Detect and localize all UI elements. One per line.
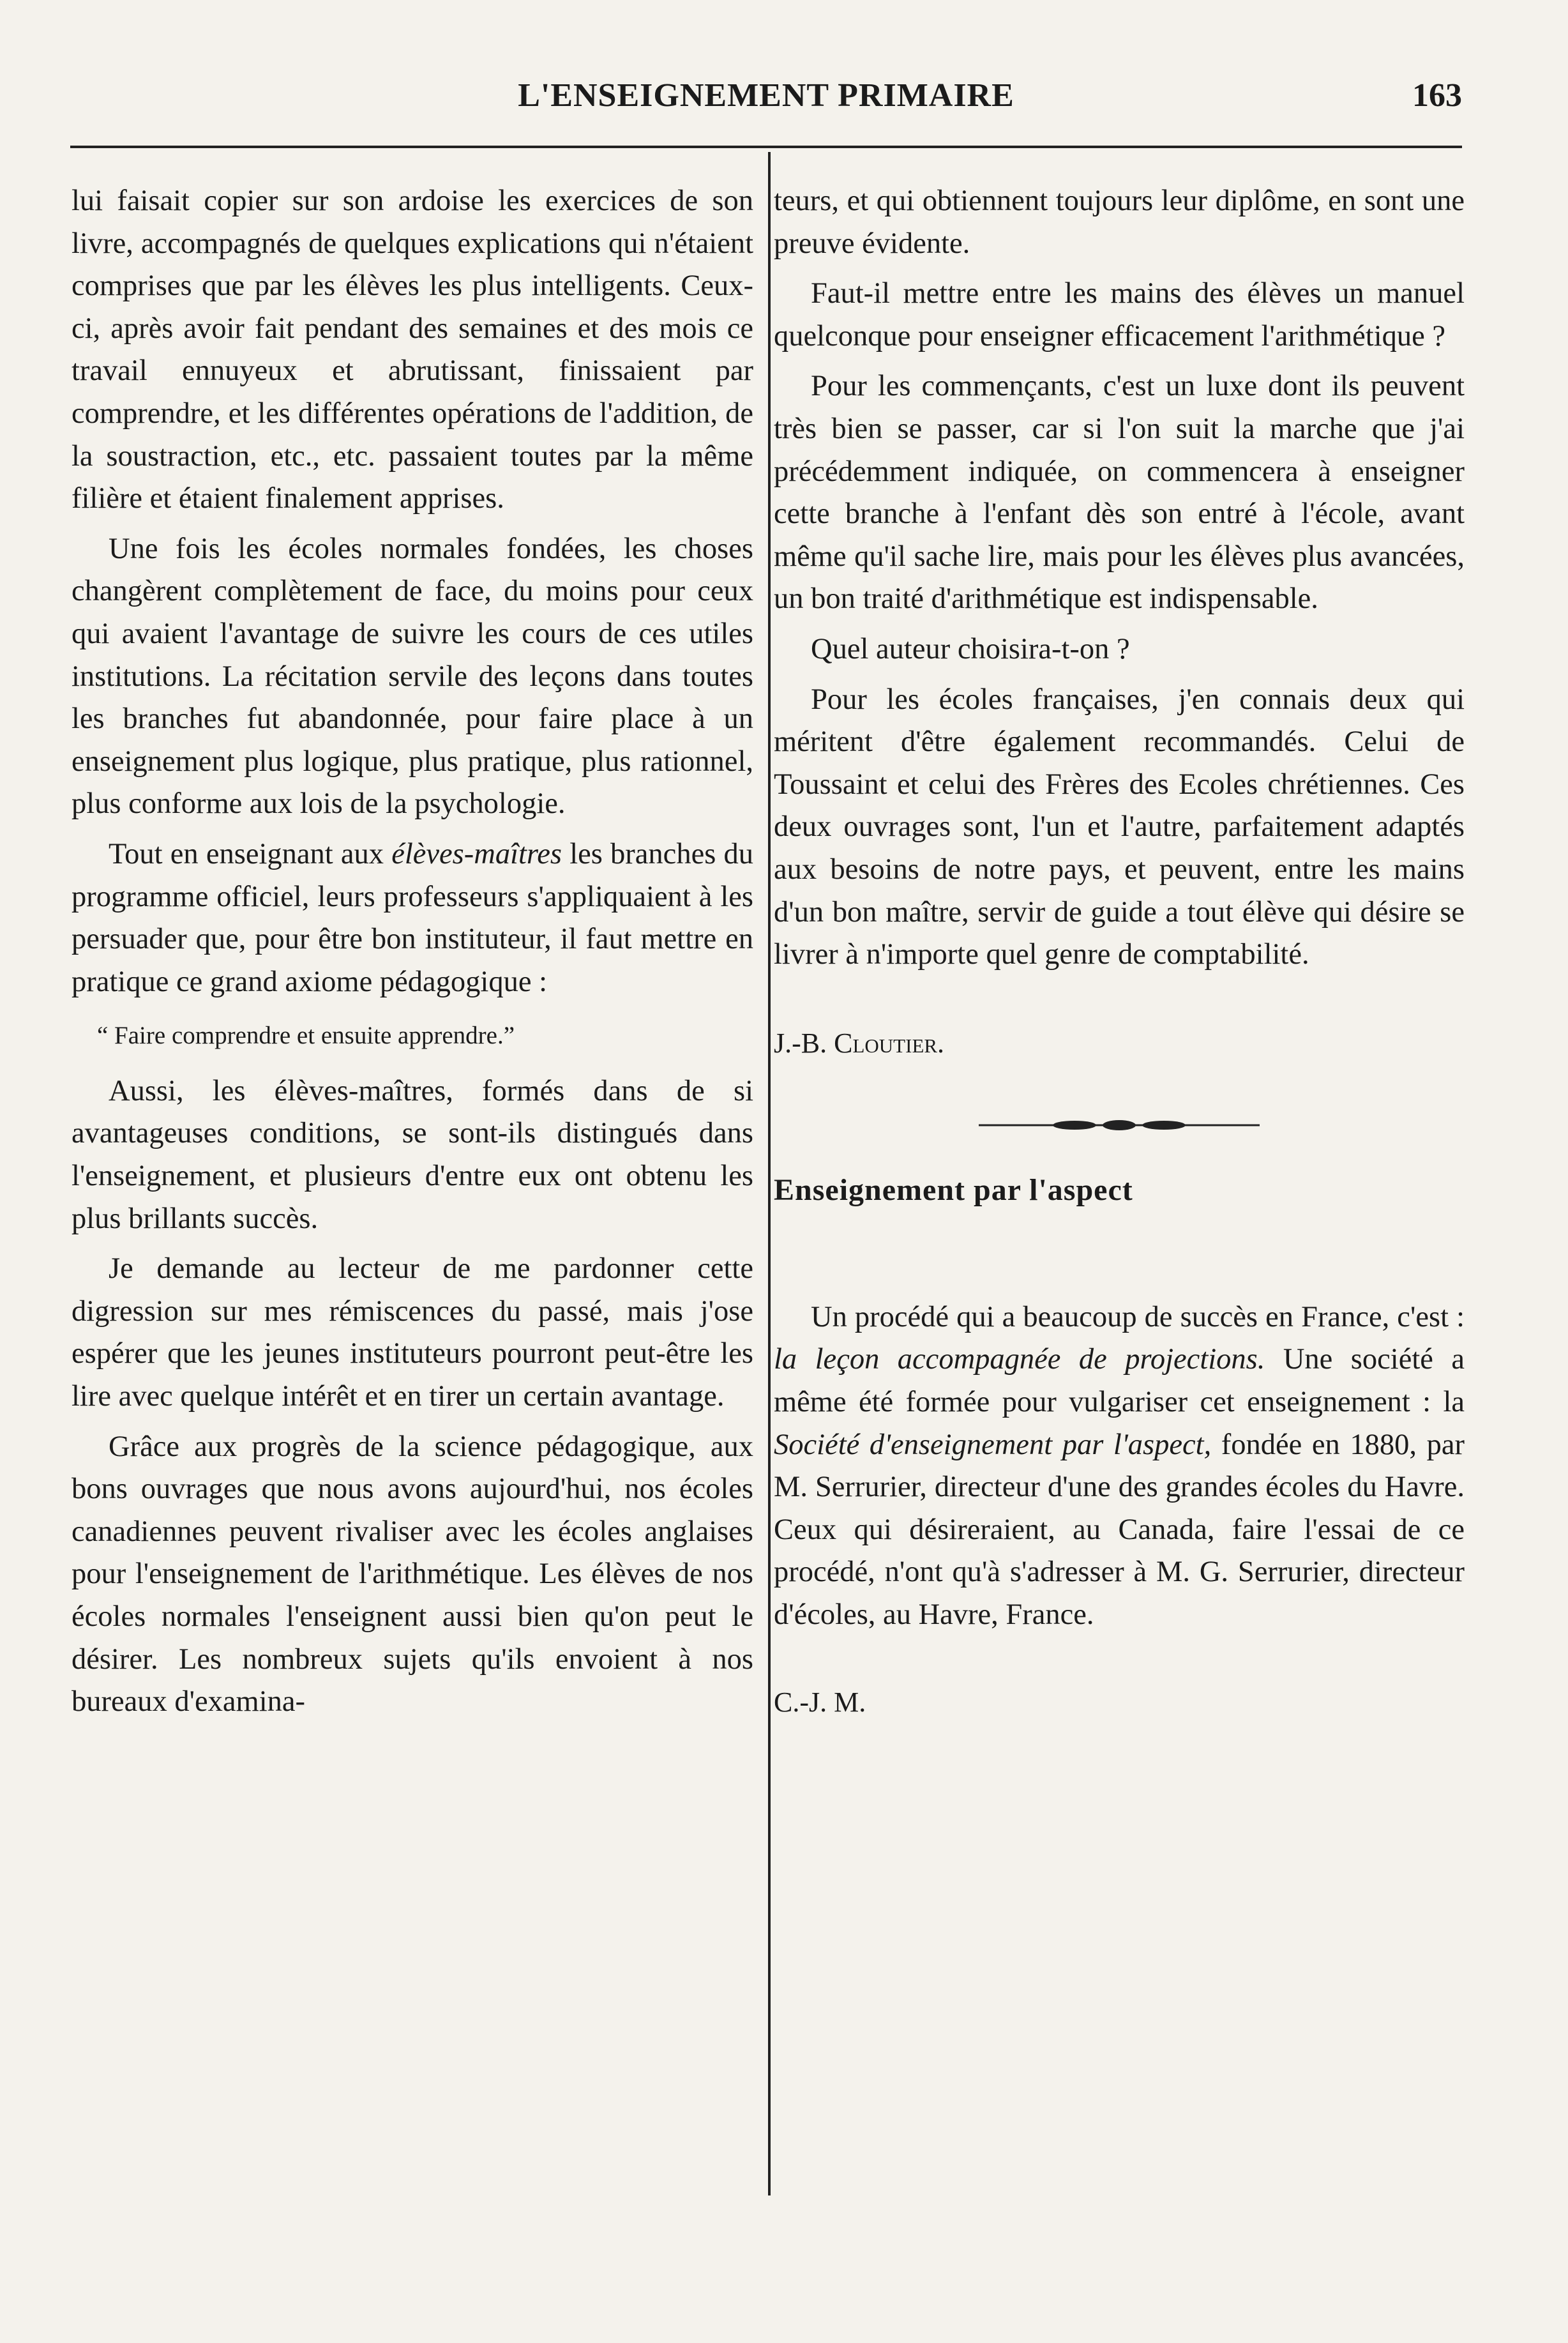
text-run: Tout en enseignant aux bbox=[109, 837, 392, 870]
text-run: fondée en 1880, par M. Serrurier, directeur d'une des grandes écoles du Havre. Ceux qui désireraient, au Canada, faire l'essai de ce procédé, n'ont qu'à s'adresser à M. G. Serrurier, directeur d'écoles, au Havre, France. bbox=[774, 1428, 1465, 1632]
axiom-quote: “ Faire comprendre et ensuite apprendre.” bbox=[97, 1022, 515, 1050]
page-header bbox=[70, 77, 1462, 128]
paragraph: Aussi, les élèves-maîtres, formés dans de si avantageuses conditions, se sont-ils distingués dans l'enseignement, et plusieurs d'entre eux ont obtenu les plus brillants succès. bbox=[72, 1074, 753, 1235]
paragraph: Grâce aux progrès de la science pédagogique, aux bons ouvrages que nous avons aujourd'hui, nos écoles canadiennes peuvent rivaliser avec les écoles anglaises pour l'enseignement de l'arithmétique. Les élèves de nos écoles normales l'enseignent aussi bien qu'on peut le désirer. Les nombreux sujets qu'ils envoient à nos bureaux d'examina- bbox=[72, 1430, 753, 1718]
paragraph: Quel auteur choisira-t-on ? bbox=[811, 632, 1130, 665]
section-ornament bbox=[979, 1119, 1260, 1131]
paragraph: teurs, et qui obtiennent toujours leur diplôme, en sont une preuve évidente. bbox=[774, 185, 1465, 260]
paragraph: Je demande au lecteur de me pardonner cette digression sur mes rémiscences du passé, mais j'ose espérer que les jeunes instituteurs pourront peut-être les lire avec quelque intérêt et en tirer un certain avantage. bbox=[72, 1252, 753, 1413]
italic-term: élèves-maîtres bbox=[391, 837, 562, 870]
signature-initials: J.-B. bbox=[774, 1027, 834, 1059]
paragraph: Faut-il mettre entre les mains des élèves un manuel quelconque pour enseigner efficacement l'arithmétique ? bbox=[774, 277, 1465, 353]
author-signature bbox=[774, 1022, 1426, 1065]
paragraph: Pour les écoles françaises, j'en connais deux qui méritent d'être également recommandés. Celui de Toussaint et celui des Frères des Ecoles chrétiennes. Ces deux ouvrages sont, l'un et l'autre, parfaitement adaptés aux besoins de notre pays, et peuvent, entre les mains d'un bon maître, servir de guide a tout élève qui désire se livrer à n'importe quel genre de comptabilité. bbox=[774, 683, 1465, 971]
paragraph bbox=[72, 833, 753, 1003]
header-rule bbox=[70, 146, 1462, 148]
column-divider bbox=[768, 152, 771, 2195]
italic-term: Société d'enseignement par l'aspect, bbox=[774, 1428, 1212, 1461]
left-column bbox=[72, 180, 753, 1724]
paragraph bbox=[774, 1296, 1465, 1637]
section-title: Enseignement par l'aspect bbox=[774, 1173, 1133, 1208]
italic-term: la leçon accompagnée de projections. bbox=[774, 1343, 1265, 1376]
text-run: les branches du programme officiel, leurs professeurs s'appliquaient à les persuader que, pour être bon instituteur, il faut mettre en pratique ce grand axiome pédagogique : bbox=[72, 837, 753, 998]
running-title: L'ENSEIGNEMENT PRIMAIRE bbox=[518, 77, 1014, 114]
text-run: Un procédé qui a beaucoup de succès en France, c'est : bbox=[811, 1300, 1465, 1333]
paragraph: lui faisait copier sur son ardoise les exercices de son livre, accompagnés de quelques explications qui n'étaient comprises que par les élèves les plus intelligents. Ceux-ci, après avoir fait pendant des semaines et des mois ce travail ennuyeux et abrutissant, finissaient par comprendre, et les différentes opérations de l'addition, de la soustraction, etc., etc. passaient toutes par la même filière et étaient finalement apprises. bbox=[72, 185, 753, 515]
right-column bbox=[774, 180, 1465, 1724]
text-run: Une société a même été formée pour vulgariser cet enseignement : la bbox=[774, 1343, 1465, 1419]
author-signature-2: C.-J. M. bbox=[774, 1686, 866, 1718]
paragraph: Pour les commençants, c'est un luxe dont ils peuvent très bien se passer, car si l'on suit la marche que j'ai précédemment indiquée, on commencera à enseigner cette branche à l'enfant dès son entré à l'école, avant même qu'il sache lire, mais pour les élèves plus avancées, un bon traité d'arithmétique est indispensable. bbox=[774, 370, 1465, 616]
page-number: 163 bbox=[1412, 77, 1462, 114]
paragraph: Une fois les écoles normales fondées, les choses changèrent complètement de face, du moins pour ceux qui avaient l'avantage de suivre les cours de ces utiles institutions. La récitation servile des leçons dans toutes les branches fut abandonnée, pour faire place à un enseignement plus logique, plus pratique, plus rationnel, plus conforme aux lois de la psychologie. bbox=[72, 532, 753, 821]
signature-name: Cloutier. bbox=[834, 1027, 945, 1059]
